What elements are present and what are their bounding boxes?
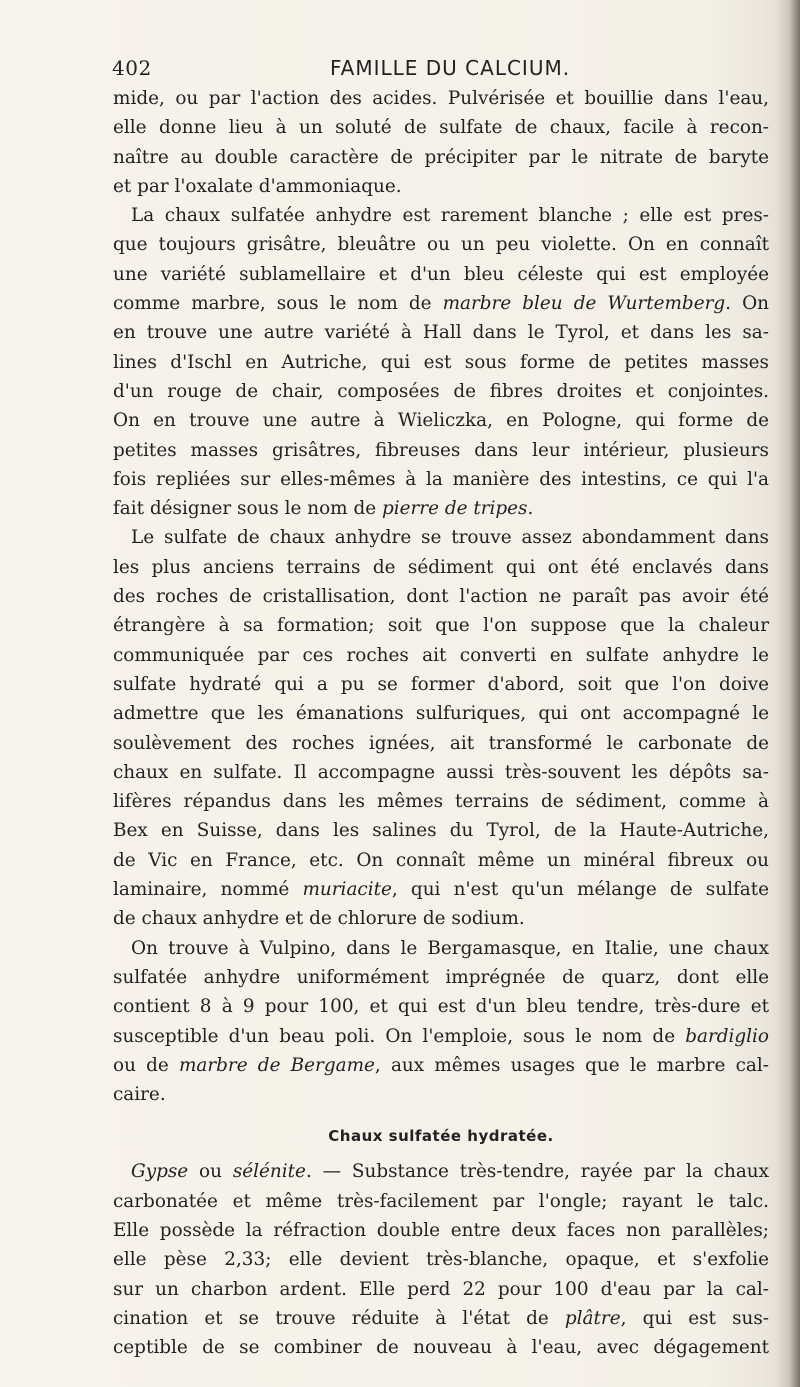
text-fragment: comme marbre, sous le nom de xyxy=(113,293,443,315)
text-line: chaux en sulfate. Il accompagne aussi très-souvent les dépôts sa- xyxy=(113,761,769,783)
text-line: sur un charbon ardent. Elle perd 22 pour 100 d'eau par la cal- xyxy=(113,1278,769,1300)
text-line: de chaux anhydre et de chlorure de sodium. xyxy=(113,908,525,930)
text-line: naître au double caractère de précipiter par le nitrate de baryte xyxy=(113,146,769,168)
italic-term: bardiglio xyxy=(685,1025,769,1047)
text-line: On en trouve une autre à Wieliczka, en Pologne, qui forme de xyxy=(113,410,769,432)
text-line: mide, ou par l'action des acides. Pulvérisée et bouillie dans l'eau, xyxy=(113,88,769,109)
text-line: ceptible de se combiner de nouveau à l'eau, avec dégagement xyxy=(113,1337,769,1359)
text-line xyxy=(113,1157,769,1186)
text-line: de Vic en France, etc. On connaît même un minéral fibreux ou xyxy=(113,849,769,871)
text-line: elle donne lieu à un soluté de sulfate de chaux, facile à recon- xyxy=(113,117,769,139)
text-line: en trouve une autre variété à Hall dans le Tyrol, et dans les sa- xyxy=(113,322,769,344)
text-line: Elle possède la réfraction double entre deux faces non parallèles; xyxy=(113,1219,769,1241)
text-line: communiquée par ces roches ait converti en sulfate anhydre le xyxy=(113,644,769,666)
text-line xyxy=(113,875,769,904)
text-line: contient 8 à 9 pour 100, et qui est d'un bleu tendre, très-dure et xyxy=(113,996,769,1018)
page-number: 402 xyxy=(112,56,152,80)
text-fragment: , aux mêmes usages que le marbre cal- xyxy=(374,1054,769,1076)
body-text xyxy=(113,84,769,1362)
text-fragment: fait désigner sous le nom de xyxy=(113,498,382,520)
section-heading: Chaux sulfatée hydratée. xyxy=(328,1127,554,1146)
text-line: les plus anciens terrains de sédiment qui ont été enclavés dans xyxy=(113,556,769,578)
text-line: petites masses grisâtres, fibreuses dans leur intérieur, plusieurs xyxy=(113,439,769,461)
text-fragment: . On xyxy=(725,293,769,315)
text-line xyxy=(113,1051,769,1080)
italic-term: marbre de Bergame xyxy=(178,1054,375,1076)
text-fragment: . xyxy=(527,498,534,520)
text-line: La chaux sulfatée anhydre est rarement blanche ; elle est pres- xyxy=(131,205,769,227)
text-line: d'un rouge de chair, composées de fibres droites et conjointes. xyxy=(113,380,769,402)
text-line: étrangère à sa formation; soit que l'on suppose que la chaleur xyxy=(113,615,769,637)
text-line: lines d'Ischl en Autriche, qui est sous forme de petites masses xyxy=(113,351,769,373)
text-line: caire. xyxy=(113,1084,166,1106)
text-line xyxy=(113,1022,769,1051)
running-title: FAMILLE DU CALCIUM. xyxy=(330,56,571,80)
text-fragment: , qui est sus- xyxy=(620,1307,770,1329)
text-line xyxy=(113,1304,769,1333)
text-fragment: laminaire, nommé xyxy=(113,879,303,901)
italic-term: pierre de tripes xyxy=(381,498,528,520)
text-line xyxy=(113,494,769,523)
italic-term: plâtre xyxy=(564,1307,621,1329)
text-line: fois repliées sur elles-mêmes à la manière des intestins, ce qui l'a xyxy=(113,468,769,490)
text-line: soulèvement des roches ignées, ait transformé le carbonate de xyxy=(113,732,769,754)
italic-term: muriacite xyxy=(302,879,392,901)
text-fragment: ou xyxy=(188,1161,233,1183)
text-line: Bex en Suisse, dans les salines du Tyrol, de la Haute-Autriche, xyxy=(113,820,769,842)
text-line: On trouve à Vulpino, dans le Bergamasque, en Italie, une chaux xyxy=(131,937,769,959)
text-fragment: cination et se trouve réduite à l'état de xyxy=(113,1307,565,1329)
italic-term: Gypse xyxy=(131,1161,189,1183)
text-fragment: ou de xyxy=(113,1054,179,1076)
text-line: et par l'oxalate d'ammoniaque. xyxy=(113,175,402,197)
page-header xyxy=(112,56,772,84)
text-line: Le sulfate de chaux anhydre se trouve assez abondamment dans xyxy=(131,527,769,549)
text-line: sulfatée anhydre uniformément imprégnée de quarz, dont elle xyxy=(113,966,769,988)
text-fragment: . — Substance très-tendre, rayée par la chaux xyxy=(305,1161,770,1183)
text-line: admettre que les émanations sulfuriques, qui ont accompagné le xyxy=(113,703,769,725)
text-fragment: , qui n'est qu'un mélange de sulfate xyxy=(391,879,769,901)
text-line: lifères répandus dans les mêmes terrains de sédiment, comme à xyxy=(113,791,769,813)
text-line: une variété sublamellaire et d'un bleu céleste qui est employée xyxy=(113,263,769,285)
page-edge-shadow xyxy=(778,0,800,1387)
text-line xyxy=(113,289,769,318)
italic-term: marbre bleu de Wurtemberg xyxy=(442,293,726,315)
text-line: que toujours grisâtre, bleuâtre ou un peu violette. On en connaît xyxy=(113,234,769,256)
text-fragment: susceptible d'un beau poli. On l'emploie, sous le nom de xyxy=(113,1025,686,1047)
text-line: carbonatée et même très-facilement par l'ongle; rayant le talc. xyxy=(113,1190,769,1212)
text-line: elle pèse 2,33; elle devient très-blanche, opaque, et s'exfolie xyxy=(113,1249,769,1271)
italic-term: sélénite xyxy=(232,1161,306,1183)
text-line: des roches de cristallisation, dont l'action ne paraît pas avoir été xyxy=(113,586,769,608)
text-line: sulfate hydraté qui a pu se former d'abord, soit que l'on doive xyxy=(113,673,769,695)
